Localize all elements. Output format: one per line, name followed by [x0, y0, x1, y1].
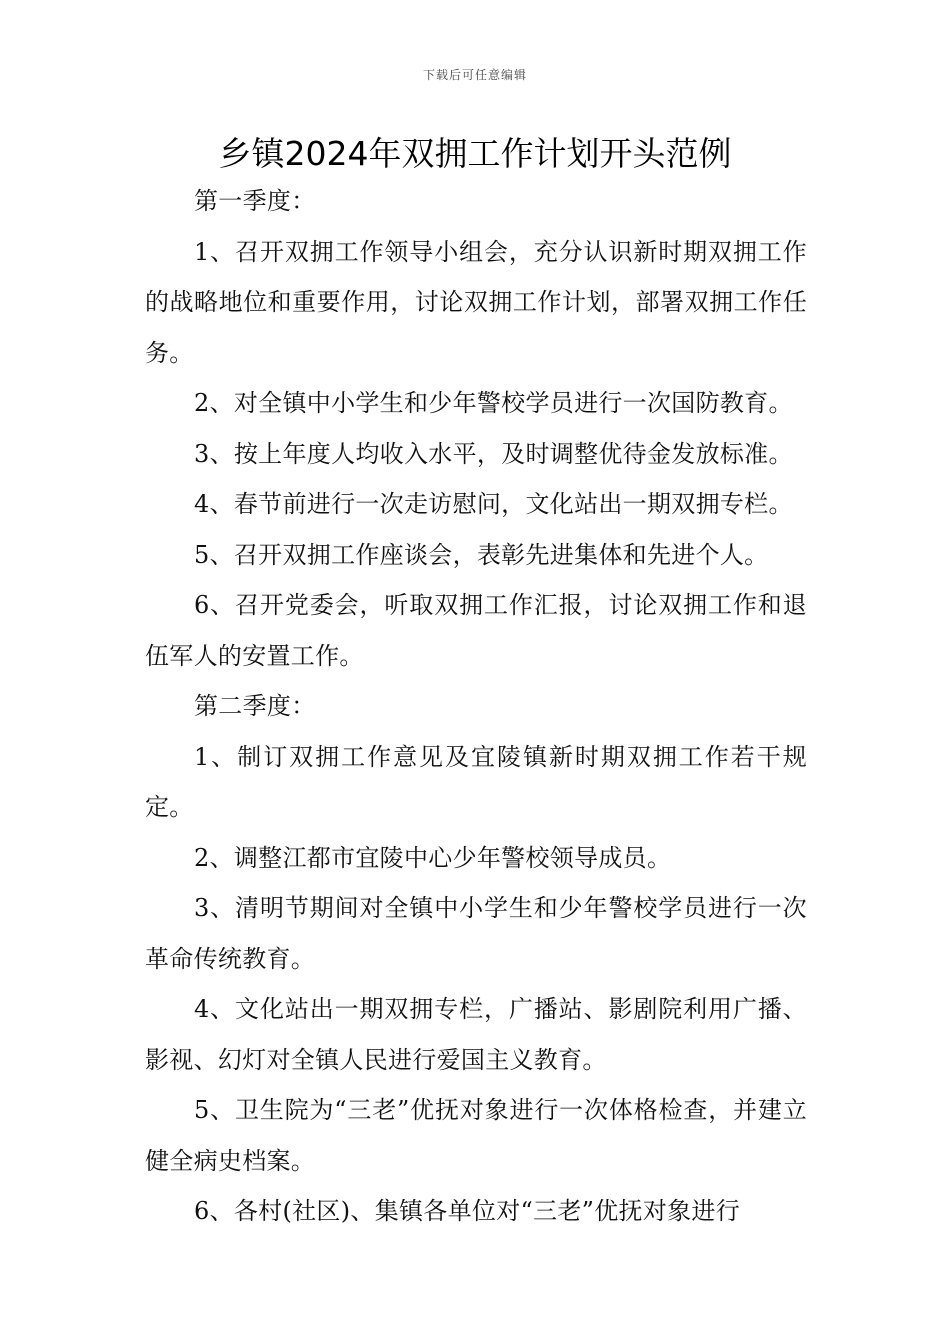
paragraph: 6、召开党委会，听取双拥工作汇报，讨论双拥工作和退伍军人的安置工作。	[145, 591, 807, 670]
paragraph: 5、召开双拥工作座谈会，表彰先进集体和先进个人。	[194, 540, 769, 569]
paragraph: 2、对全镇中小学生和少年警校学员进行一次国防教育。	[194, 389, 793, 417]
paragraph: 4、文化站出一期双拥专栏，广播站、影剧院利用广播、影视、幻灯对全镇人民进行爱国主义教育。	[145, 995, 807, 1074]
paragraph: 1、制订双拥工作意见及宜陵镇新时期双拥工作若干规定。	[145, 742, 807, 821]
header-note: 下载后可任意编辑	[422, 68, 527, 82]
paragraph: 4、春节前进行一次走访慰问，文化站出一期双拥专栏。	[194, 490, 793, 518]
paragraph: 3、清明节期间对全镇中小学生和少年警校学员进行一次革命传统教育。	[145, 894, 807, 973]
paragraph: 6、各村(社区)、集镇各单位对“三老”优抚对象进行	[194, 1197, 741, 1225]
paragraph: 2、调整江都市宜陵中心少年警校领导成员。	[194, 843, 672, 872]
paragraph: 3、按上年度人均收入水平，及时调整优待金发放标准。	[194, 439, 793, 468]
section-heading-q2: 第二季度：	[194, 692, 316, 720]
paragraph: 1、召开双拥工作领导小组会，充分认识新时期双拥工作的战略地位和重要作用，讨论双拥工作计划，部署双拥工作任务。	[145, 237, 807, 367]
document-body	[145, 176, 807, 1237]
paragraph: 5、卫生院为“三老”优抚对象进行一次体格检查，并建立健全病史档案。	[145, 1096, 807, 1175]
document-title: 乡镇2024年双拥工作计划开头范例	[218, 134, 732, 173]
section-heading-q1: 第一季度：	[194, 187, 316, 215]
